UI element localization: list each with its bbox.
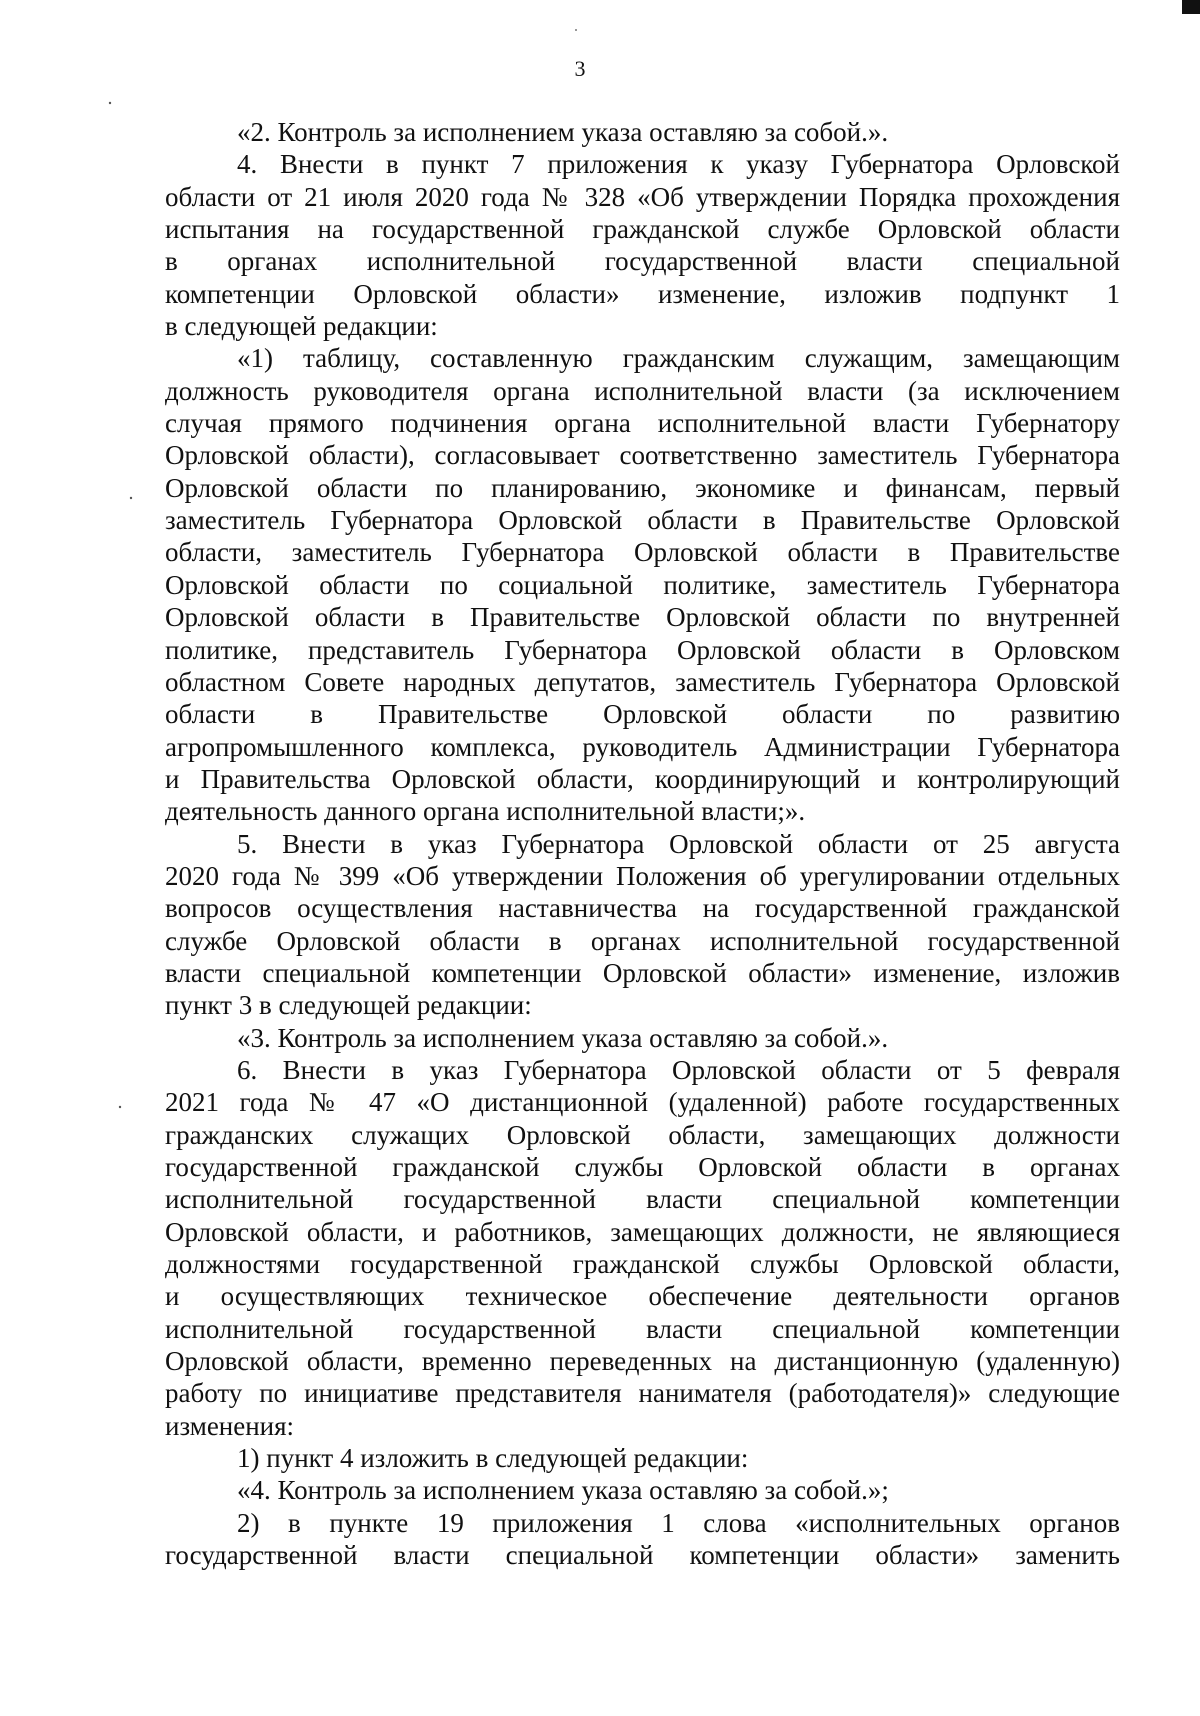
text-line: изменения:	[165, 1410, 295, 1441]
text-line: Орловской области в Правительстве Орловской области по внутренней	[165, 602, 1120, 633]
text-line: 2020 года № 399 «Об утверждении Положения об урегулировании отдельных	[165, 860, 1120, 891]
text-line: заместитель Губернатора Орловской области в Правительстве Орловской	[165, 505, 1120, 536]
text-line: 5. Внести в указ Губернатора Орловской области от 25 августа	[237, 828, 1120, 859]
text-line: 4. Внести в пункт 7 приложения к указу Губернатора Орловской	[237, 149, 1120, 180]
document-body	[165, 116, 1120, 1571]
text-line: вопросов осуществления наставничества на государственной гражданской	[165, 893, 1120, 924]
text-line: власти специальной компетенции Орловской области» изменение, изложив	[165, 957, 1120, 988]
text-line: пункт 3 в следующей редакции:	[165, 990, 532, 1021]
text-line: «2. Контроль за исполнением указа оставляю за собой.».	[237, 117, 889, 147]
scan-speck	[119, 1106, 121, 1108]
text-line: 2) в пункте 19 приложения 1 слова «исполнительных органов	[237, 1507, 1120, 1538]
text-line: 6. Внести в указ Губернатора Орловской области от 5 февраля	[237, 1054, 1120, 1085]
text-line: области в Правительстве Орловской области по развитию	[165, 699, 1120, 730]
text-line: должностями государственной гражданской службы Орловской области,	[165, 1249, 1120, 1280]
text-line: исполнительной государственной власти специальной компетенции	[165, 1184, 1120, 1215]
scan-speck	[109, 102, 111, 104]
text-line: политике, представитель Губернатора Орловской области в Орловском	[165, 634, 1120, 665]
text-line: области, заместитель Губернатора Орловской области в Правительстве	[165, 537, 1120, 568]
text-line: областном Совете народных депутатов, заместитель Губернатора Орловской	[165, 666, 1120, 697]
text-line: «3. Контроль за исполнением указа оставляю за собой.».	[237, 1022, 889, 1053]
text-line: Орловской области, временно переведенных на дистанционную (удаленную)	[165, 1346, 1120, 1377]
text-line: в органах исполнительной государственной власти специальной	[165, 246, 1120, 277]
text-line: «1) таблицу, составленную гражданским служащим, замещающим	[237, 343, 1120, 374]
text-line: компетенции Орловской области» изменение, изложив подпункт 1	[165, 278, 1120, 309]
text-line: области от 21 июля 2020 года № 328 «Об утверждении Порядка прохождения	[165, 181, 1120, 212]
scan-edge-mark	[1182, 0, 1200, 14]
text-line: гражданских служащих Орловской области, замещающих должности	[165, 1119, 1120, 1150]
text-line: должность руководителя органа исполнительной власти (за исключением	[165, 375, 1120, 406]
scan-speck	[575, 29, 577, 31]
text-line: испытания на государственной гражданской службе Орловской области	[165, 214, 1120, 245]
text-line: 2021 года № 47 «О дистанционной (удаленной) работе государственных	[165, 1087, 1120, 1118]
text-line: государственной власти специальной компетенции области» заменить	[165, 1540, 1120, 1571]
text-line: случая прямого подчинения органа исполнительной власти Губернатору	[165, 408, 1120, 439]
text-line: государственной гражданской службы Орловской области в органах	[165, 1152, 1120, 1182]
text-line: и Правительства Орловской области, координирующий и контролирующий	[165, 763, 1120, 794]
text-line: службе Орловской области в органах исполнительной государственной	[165, 925, 1120, 956]
text-line: деятельность данного органа исполнительной власти;».	[165, 796, 806, 827]
text-line: агропромышленного комплекса, руководитель Администрации Губернатора	[165, 731, 1120, 762]
text-line: 1) пункт 4 изложить в следующей редакции:	[237, 1443, 749, 1474]
scan-speck	[130, 497, 132, 499]
text-line: Орловской области по социальной политике, заместитель Губернатора	[165, 569, 1120, 600]
text-line: и осуществляющих техническое обеспечение деятельности органов	[165, 1281, 1120, 1312]
page-number: 3	[574, 56, 586, 81]
text-line: «4. Контроль за исполнением указа оставляю за собой.»;	[237, 1475, 889, 1506]
text-line: исполнительной государственной власти специальной компетенции	[165, 1313, 1120, 1344]
text-line: Орловской области, и работников, замещающих должности, не являющиеся	[165, 1216, 1120, 1247]
text-line: Орловской области по планированию, экономике и финансам, первый	[165, 472, 1120, 503]
text-line: Орловской области), согласовывает соответственно заместитель Губернатора	[165, 440, 1120, 471]
text-line: в следующей редакции:	[165, 311, 438, 342]
text-line: работу по инициативе представителя нанимателя (работодателя)» следующие	[165, 1378, 1120, 1409]
